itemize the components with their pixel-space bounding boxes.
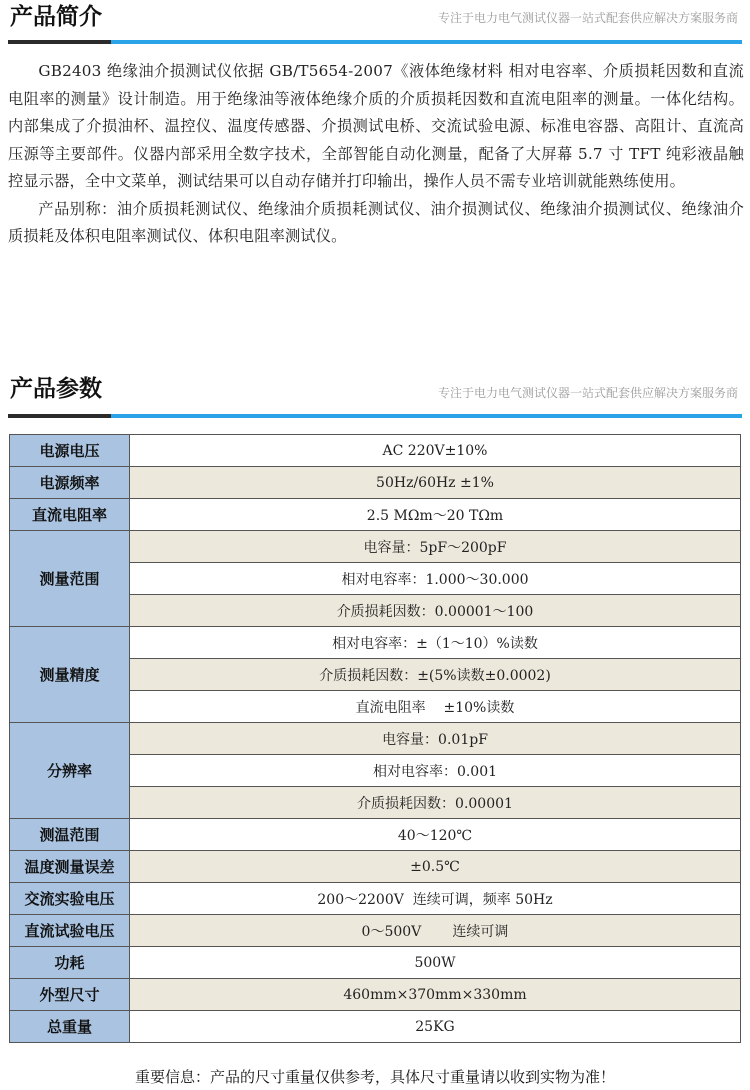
spec-value: 介质损耗因数：0.00001～100 — [130, 595, 741, 627]
spec-label: 功耗 — [10, 947, 130, 979]
spec-value: 0～500V 连续可调 — [130, 915, 741, 947]
table-row — [10, 499, 741, 531]
table-row — [10, 851, 741, 883]
spec-label: 测量精度 — [10, 627, 130, 723]
table-row — [10, 947, 741, 979]
spec-value: 200～2200V 连续可调，频率 50Hz — [130, 883, 741, 915]
spec-value: 电容量：0.01pF — [130, 723, 741, 755]
intro-paragraph: GB2403 绝缘油介损测试仪依据 GB/T5654-2007《液体绝缘材料 相对电容率、介质损耗因数和直流电阻率的测量》设计制造。用于绝缘油等液体绝缘介质的介质损耗因数和直流电阻率的测量。一体化结构。内部集成了介损油杯、温控仪、温度传感器、介损测试电桥、交流试验电源、标准电容器、高阻计、直流高压源等主要部件。仪器内部采用全数字技术，全部智能自动化测量，配备了大屏幕 5.7 寸 TFT 纯彩液晶触控显示器，全中文菜单，测试结果可以自动存储并打印输出，操作人员不需专业培训就能熟练使用。 — [8, 62, 744, 190]
spec-value: 50Hz/60Hz ±1% — [130, 467, 741, 499]
table-row — [10, 467, 741, 499]
spec-value: 2.5 MΩm～20 TΩm — [130, 499, 741, 531]
spec-value: 介质损耗因数：0.00001 — [130, 787, 741, 819]
spec-label: 测温范围 — [10, 819, 130, 851]
spec-label: 测量范围 — [10, 531, 130, 627]
table-row — [10, 979, 741, 1011]
spec-value: 460mm×370mm×330mm — [130, 979, 741, 1011]
spec-label: 电源频率 — [10, 467, 130, 499]
table-row — [10, 435, 741, 467]
spec-value: 40～120℃ — [130, 819, 741, 851]
table-row — [10, 627, 741, 659]
spec-label: 温度测量误差 — [10, 851, 130, 883]
table-row — [10, 819, 741, 851]
spec-value: 25KG — [130, 1011, 741, 1043]
spec-value: 直流电阻率 ±10%读数 — [130, 691, 741, 723]
spec-value: 相对电容率：1.000～30.000 — [130, 563, 741, 595]
important-note: 重要信息：产品的尺寸重量仅供参考，具体尺寸重量请以收到实物为准！ — [134, 1068, 615, 1086]
spec-label: 总重量 — [10, 1011, 130, 1043]
spec-label: 外型尺寸 — [10, 979, 130, 1011]
spec-label: 交流实验电压 — [10, 883, 130, 915]
params-section-header — [0, 372, 750, 422]
table-row — [10, 915, 741, 947]
intro-section-slogan: 专注于电力电气测试仪器一站式配套供应解决方案服务商 — [437, 11, 738, 25]
spec-label: 直流试验电压 — [10, 915, 130, 947]
params-section-slogan: 专注于电力电气测试仪器一站式配套供应解决方案服务商 — [437, 386, 738, 400]
spec-value: 电容量：5pF～200pF — [130, 531, 741, 563]
intro-section-divider — [8, 40, 742, 44]
intro-paragraph: 产品别称：油介质损耗测试仪、绝缘油介质损耗测试仪、油介损测试仪、绝缘油介损测试仪、绝缘油介质损耗及体积电阻率测试仪、体积电阻率测试仪。 — [8, 199, 744, 245]
spec-value: 介质损耗因数：±(5%读数±0.0002) — [130, 659, 741, 691]
spec-label: 直流电阻率 — [10, 499, 130, 531]
spec-value: ±0.5℃ — [130, 851, 741, 883]
params-section-title: 产品参数 — [10, 376, 102, 402]
spec-value: 相对电容率：±（1～10）%读数 — [130, 627, 741, 659]
table-row — [10, 723, 741, 755]
spec-label: 分辨率 — [10, 723, 130, 819]
spec-value: AC 220V±10% — [130, 435, 741, 467]
intro-section-title: 产品简介 — [10, 4, 102, 30]
table-row — [10, 531, 741, 563]
spec-value: 500W — [130, 947, 741, 979]
params-section-divider — [8, 414, 742, 418]
intro-text — [8, 58, 744, 251]
table-row — [10, 883, 741, 915]
intro-section-header — [0, 0, 750, 50]
spec-label: 电源电压 — [10, 435, 130, 467]
spec-value: 相对电容率：0.001 — [130, 755, 741, 787]
table-row — [10, 1011, 741, 1043]
spec-table — [9, 434, 741, 1043]
